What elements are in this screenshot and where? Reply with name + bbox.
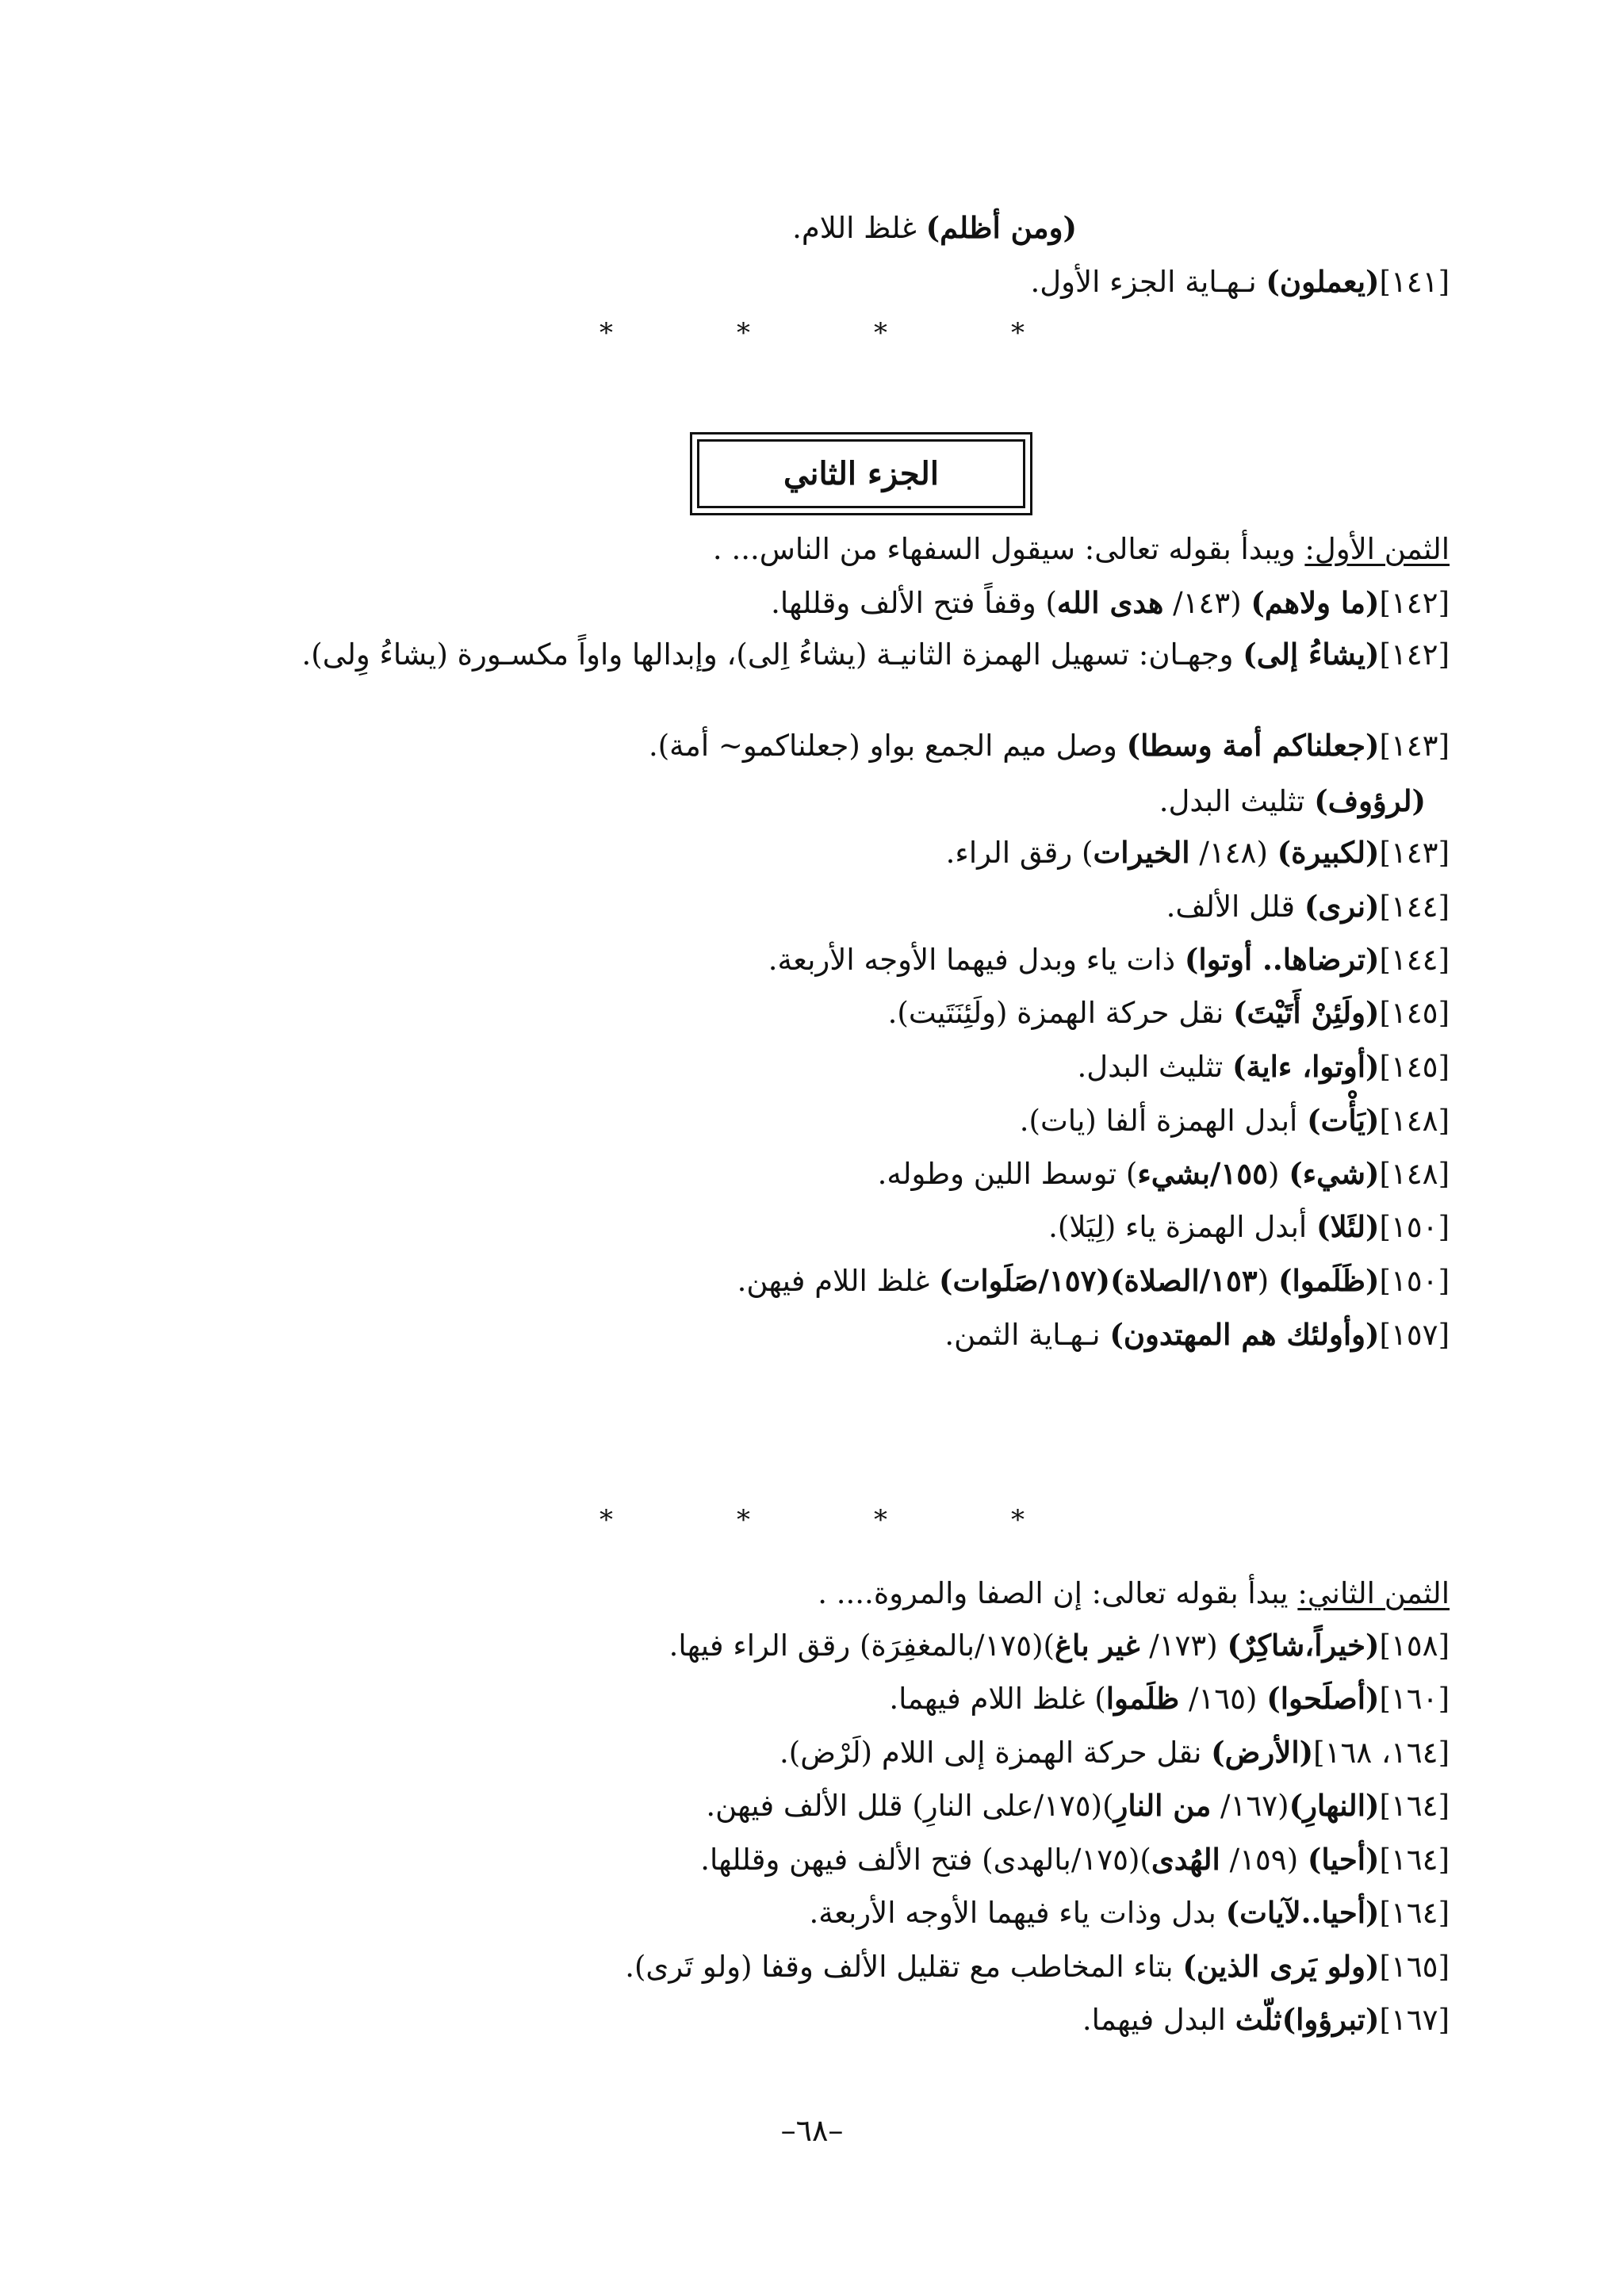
verse-ref: [١٤٨]	[1379, 1157, 1450, 1191]
commentary: ) غلظ اللام فيهما.	[889, 1682, 1106, 1716]
commentary: ) رقق الراء.	[945, 836, 1094, 870]
commentary: (١٤٣/	[1163, 586, 1251, 620]
commentary: )(١٧٥/على النارِ) قلل الألف فيهن.	[706, 1789, 1114, 1823]
keyword: (خيراً،شاكِرٌ)	[1227, 1628, 1380, 1663]
keyword: (أحيا)	[1307, 1842, 1380, 1877]
keyword: (أوتوا، ءاية)	[1232, 1049, 1380, 1084]
keyword: (أصلَحوا)	[1266, 1681, 1380, 1716]
keyword: (نرى)	[1304, 889, 1380, 924]
keyword: (النهارِ)	[1289, 1788, 1380, 1823]
entry-line	[119, 1154, 1450, 1194]
part-title: الجزء الثاني	[697, 439, 1025, 508]
entry-line	[119, 993, 1450, 1033]
verse-ref: [١٤٥]	[1379, 996, 1450, 1030]
section-separator: * * * *	[599, 317, 1025, 349]
verse-ref: [١٥٨]	[1379, 1629, 1450, 1663]
entry-line	[119, 833, 1450, 873]
commentary: نقل حركة الهمزة إلى اللام (لَرْض).	[779, 1736, 1212, 1770]
entry-line	[119, 1047, 1450, 1087]
keyword: (شيء)	[1289, 1156, 1380, 1191]
commentary: (١٦٥/	[1179, 1682, 1267, 1716]
keyword: (أحيا..لآيات)	[1225, 1895, 1380, 1930]
commentary: ذات ياء وبدل فيهما الأوجه الأربعة.	[768, 943, 1185, 977]
keyword: (ولَئِنْ أَتَيْتَ)	[1233, 995, 1380, 1030]
thumn-intro	[119, 1574, 1450, 1614]
entry-line	[119, 634, 1450, 675]
verse-ref: [١٦٠]	[1379, 1682, 1450, 1716]
thumn-label: الثمن الأول:	[1304, 532, 1450, 566]
commentary: (١٦٧/	[1211, 1789, 1289, 1823]
verse-ref: [١٥٠]	[1379, 1210, 1450, 1244]
commentary: (	[1268, 1157, 1289, 1191]
keyword: من النارِ	[1113, 1788, 1212, 1823]
entry-line	[119, 1679, 1450, 1719]
entry-line	[119, 725, 1450, 766]
keyword: (ومن أظلم)	[925, 210, 1077, 245]
commentary: نقل حركة الهمزة (ولَئِنَتَيت).	[887, 996, 1234, 1030]
verse-ref: [١٦٤، ١٦٨]	[1313, 1736, 1450, 1770]
keyword: ظلَموا	[1105, 1681, 1180, 1716]
commentary: أبدل الهمزة ياء (لِيَلا).	[1048, 1210, 1316, 1244]
commentary: )(١٧٥/بالمغفِرَة) رقق الراء فيها.	[668, 1629, 1055, 1663]
verse-ref: [١٤٨]	[1379, 1104, 1450, 1138]
keyword: غير باغ	[1054, 1628, 1140, 1663]
verse-ref: [١٤٥]	[1379, 1050, 1450, 1084]
commentary: تثليث البدل.	[1077, 1050, 1232, 1084]
text-line-1	[119, 208, 1077, 248]
keyword: هدى الله	[1056, 585, 1164, 620]
commentary: ) توسط اللين وطوله.	[877, 1157, 1138, 1191]
entry-line	[119, 1101, 1450, 1141]
thumn-intro-text: يبدأ بقوله تعالى: إن الصفا والمروة.... .	[818, 1576, 1298, 1610]
keyword: (جعلناكم أمة وسطا)	[1126, 728, 1380, 763]
keyword: (ترضاها.. أوتوا)	[1184, 942, 1380, 977]
commentary: بتاء المخاطب مع تقليل الألف وقفا (ولو تَرى).	[625, 1950, 1183, 1984]
keyword: (لئَلا)	[1316, 1209, 1380, 1244]
entry-line	[119, 1207, 1450, 1247]
keyword: (لرؤوف)	[1314, 783, 1426, 818]
commentary: (١٤٨/	[1189, 836, 1277, 870]
section-separator: * * * *	[599, 1504, 1025, 1536]
entry-line	[119, 1893, 1450, 1933]
commentary: وصل ميم الجمع بواو (جعلناكمو~ أمة).	[648, 729, 1127, 763]
commentary: غلظ اللام.	[792, 211, 926, 245]
keyword: (ما ولاهم)	[1251, 585, 1380, 620]
entry-line	[119, 1786, 1450, 1826]
entry-line	[119, 1947, 1450, 1987]
thumn-intro-text: ويبدأ بقوله تعالى: سيقول السفهاء من الناس... .	[712, 532, 1305, 566]
commentary: بدل وذات ياء فيهما الأوجه الأربعة.	[809, 1896, 1226, 1930]
commentary: تثليث البدل.	[1159, 784, 1315, 818]
keyword: (الأرض)	[1211, 1735, 1314, 1770]
keyword: ١٥٣/الصلاة)(١٥٧/صَلَوات)	[938, 1263, 1258, 1298]
keyword: (يَأْت)	[1307, 1103, 1380, 1138]
verse-ref: [١٤١]	[1379, 265, 1450, 299]
part-title-box	[690, 432, 1032, 515]
entry-line	[119, 1839, 1450, 1880]
keyword: الهُدى	[1151, 1842, 1220, 1877]
entry-line	[119, 1732, 1450, 1773]
verse-ref: [١٦٤]	[1379, 1789, 1450, 1823]
commentary: نـهـاية الثمن.	[944, 1318, 1110, 1352]
verse-ref: [١٥٠]	[1379, 1264, 1450, 1298]
thumn-intro	[119, 530, 1450, 569]
entry-line	[119, 886, 1450, 927]
entry-line	[119, 2000, 1450, 2040]
keyword: (لكبيرة)	[1277, 835, 1380, 870]
entry-line	[119, 940, 1450, 980]
verse-ref: [١٤٢]	[1379, 637, 1450, 672]
verse-ref: [١٤٤]	[1379, 943, 1450, 977]
verse-ref: [١٤٣]	[1379, 729, 1450, 763]
commentary: قلل الألف.	[1166, 890, 1304, 924]
verse-ref: [١٦٧]	[1379, 2003, 1450, 2037]
keyword: (وأولئك هم المهتدون)	[1109, 1317, 1380, 1352]
keyword: ١٥٥/بشيء	[1137, 1156, 1269, 1191]
commentary: (١٥٩/	[1220, 1843, 1308, 1877]
entry-line	[119, 1261, 1450, 1301]
verse-ref: [١٤٢]	[1379, 586, 1450, 620]
verse-ref: [١٦٥]	[1379, 1950, 1450, 1984]
keyword: (ظَلَموا)	[1278, 1263, 1380, 1298]
entry-line	[119, 1315, 1450, 1355]
entry-line	[119, 1625, 1450, 1666]
keyword: (يشاءُ إلى)	[1243, 637, 1380, 672]
commentary: غلظ اللام فيهن.	[737, 1264, 939, 1298]
commentary: ) وقفاً فتح الألف وقللها.	[771, 586, 1057, 620]
verse-ref: [١٦٤]	[1379, 1896, 1450, 1930]
verse-ref: [١٦٤]	[1379, 1843, 1450, 1877]
commentary: (١٧٣/	[1139, 1629, 1228, 1663]
commentary: )(١٧٥/بالهدى) فتح الألف فيهن وقللها.	[700, 1843, 1151, 1877]
entry-line	[119, 781, 1426, 821]
page-number: –٦٨–	[780, 2113, 844, 2148]
keyword: الخيرات	[1093, 835, 1190, 870]
keyword: (تبرؤوا)ثلّث	[1235, 2002, 1380, 2037]
commentary: وجهـان: تسهيل الهمزة الثانيـة (يشاءُ اِلى)، وإبدالها واواً مكسـورة (يشاءُ وِلى).	[301, 637, 1243, 672]
commentary: أبدل الهمزة ألفا (يات).	[1019, 1104, 1308, 1138]
verse-ref: [١٤٣]	[1379, 836, 1450, 870]
commentary: البدل فيهما.	[1082, 2003, 1235, 2037]
verse-ref: [١٤٤]	[1379, 890, 1450, 924]
keyword: (يعملون)	[1266, 264, 1380, 299]
thumn-label: الثمن الثاني:	[1297, 1576, 1450, 1610]
verse-ref: [١٥٧]	[1379, 1318, 1450, 1352]
keyword: (ولو يَرى الذين)	[1182, 1949, 1380, 1984]
commentary: نـهـاية الجزء الأول.	[1030, 265, 1266, 299]
commentary: (	[1257, 1264, 1278, 1298]
entry-line	[119, 583, 1450, 623]
text-line-2	[119, 262, 1450, 302]
